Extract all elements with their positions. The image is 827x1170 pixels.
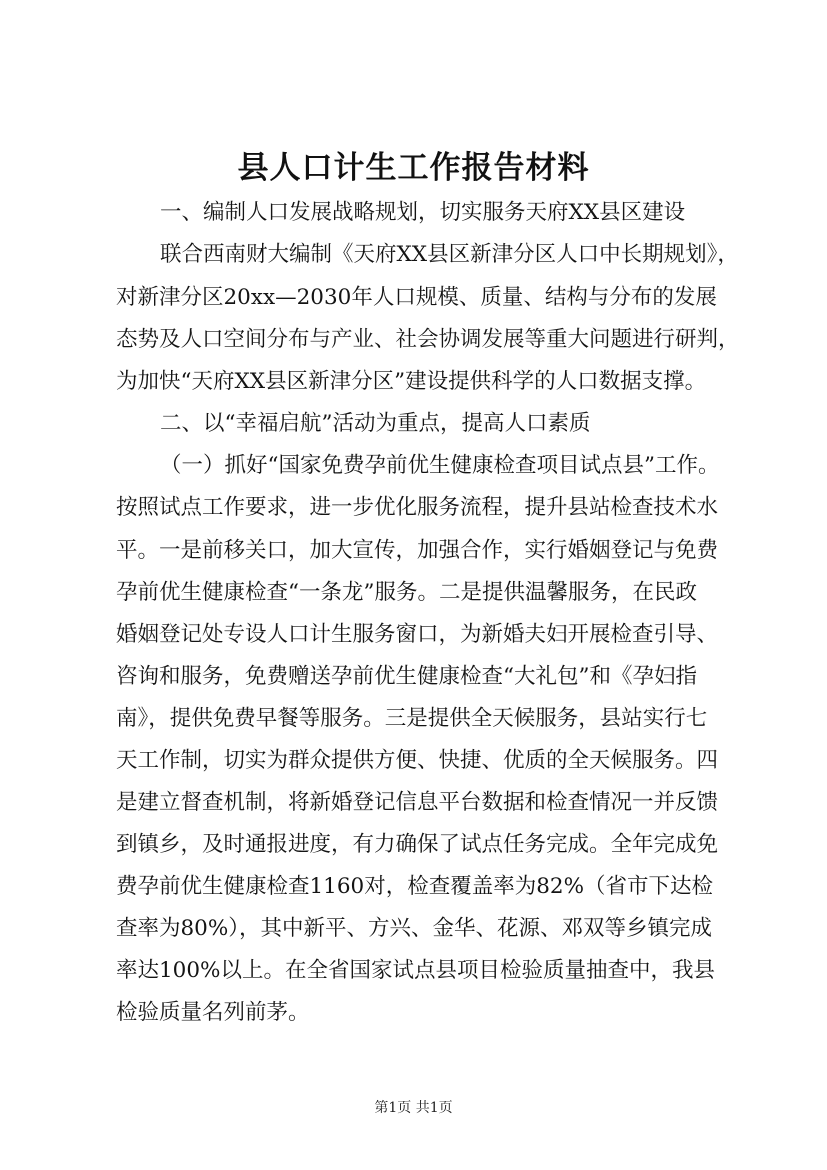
page-footer: 第1页 共1页 [374,1100,453,1116]
paragraph-line: 婚姻登记处专设人口计生服务窗口，为新婚夫妇开展检查引导、 [116,622,719,647]
paragraph-line: （一）抓好“国家免费孕前优生健康检查项目试点县”工作。 [160,453,720,478]
section-heading-2: 二、以“幸福启航”活动为重点，提高人口素质 [160,411,591,436]
paragraph-line: 咨询和服务，免费赠送孕前优生健康检查“大礼包”和《孕妇指 [116,664,697,689]
document-title: 县人口计生工作报告材料 [237,150,590,186]
paragraph-line: 按照试点工作要求，进一步优化服务流程，提升县站检查技术水 [116,495,719,520]
paragraph-line: 联合西南财大编制《天府XX县区新津分区人口中长期规划》， [160,242,739,267]
paragraph-line: 检验质量名列前茅。 [116,1000,310,1025]
paragraph-line: 南》，提供免费早餐等服务。三是提供全天候服务，县站实行七 [116,706,708,731]
paragraph-line: 是建立督查机制，将新婚登记信息平台数据和检查情况一并反馈 [116,790,719,815]
paragraph-line: 率达100%以上。在全省国家试点县项目检验质量抽查中，我县 [116,958,715,983]
paragraph-line: 对新津分区20xx—2030年人口规模、质量、结构与分布的发展 [116,285,717,310]
paragraph-line: 孕前优生健康检查“一条龙”服务。二是提供温馨服务，在民政 [116,580,697,605]
paragraph-line: 态势及人口空间分布与产业、社会协调发展等重大问题进行研判， [116,327,740,352]
section-heading-1: 一、编制人口发展战略规划，切实服务天府XX县区建设 [160,200,686,225]
paragraph-line: 天工作制，切实为群众提供方便、快捷、优质的全天候服务。四 [116,748,719,773]
paragraph-line: 费孕前优生健康检查1160对，检查覆盖率为82%（省市下达检 [116,874,714,899]
paragraph-line: 平。一是前移关口，加大宣传，加强合作，实行婚姻登记与免费 [116,538,719,563]
paragraph-line: 到镇乡，及时通报进度，有力确保了试点任务完成。全年完成免 [116,832,719,857]
paragraph-line: 为加快“天府XX县区新津分区”建设提供科学的人口数据支撑。 [116,369,707,394]
paragraph-line: 查率为80%），其中新平、方兴、金华、花源、邓双等乡镇完成 [116,916,713,941]
